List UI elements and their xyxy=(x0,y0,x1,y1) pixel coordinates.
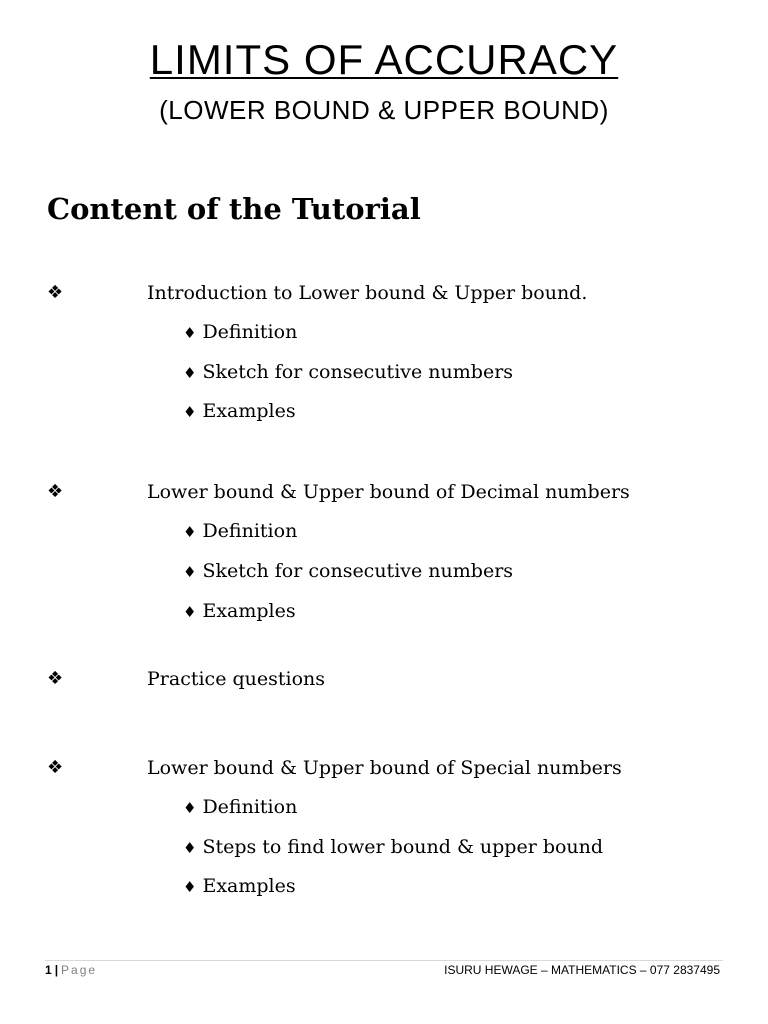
section-text: Practice questions xyxy=(147,668,326,690)
subitem-text: Sketch for consecutive numbers xyxy=(202,361,514,383)
page-label: Page xyxy=(61,963,98,977)
document-subtitle: (LOWER BOUND & UPPER BOUND) xyxy=(159,95,609,125)
subitem-definition xyxy=(183,318,297,346)
subitem-text: Definition xyxy=(202,796,298,818)
subitem-text: Steps to find lower bound & upper bound xyxy=(202,836,604,858)
footer-divider xyxy=(45,960,723,961)
diamond-star-bullet-icon: ❖ xyxy=(47,282,64,303)
diamond-bullet-icon: ♦ xyxy=(183,878,197,896)
diamond-star-bullet-icon: ❖ xyxy=(47,481,64,502)
section-text: Introduction to Lower bound & Upper bound. xyxy=(147,282,588,304)
diamond-star-bullet-icon: ❖ xyxy=(47,668,64,689)
subitem-sketch xyxy=(183,358,513,386)
diamond-bullet-icon: ♦ xyxy=(183,403,197,421)
subitem-sketch xyxy=(183,557,513,585)
section-text: Lower bound & Upper bound of Special numbers xyxy=(147,757,622,779)
subitem-examples xyxy=(183,872,296,900)
content-heading: Content of the Tutorial xyxy=(47,192,421,226)
page-separator: | xyxy=(54,963,59,977)
section-text: Lower bound & Upper bound of Decimal numbers xyxy=(147,481,630,503)
footer-page-indicator xyxy=(45,962,97,978)
footer-author: ISURU HEWAGE – MATHEMATICS – 077 2837495 xyxy=(444,963,720,977)
diamond-bullet-icon: ♦ xyxy=(183,563,197,581)
diamond-bullet-icon: ♦ xyxy=(183,799,197,817)
document-title: LIMITS OF ACCURACY xyxy=(149,36,619,83)
subitem-text: Examples xyxy=(202,875,296,897)
subitem-definition xyxy=(183,793,297,821)
diamond-bullet-icon: ♦ xyxy=(183,603,197,621)
diamond-bullet-icon: ♦ xyxy=(183,324,197,342)
subitem-text: Sketch for consecutive numbers xyxy=(202,560,514,582)
subitem-text: Definition xyxy=(202,520,298,542)
diamond-bullet-icon: ♦ xyxy=(183,364,197,382)
diamond-bullet-icon: ♦ xyxy=(183,523,197,541)
subitem-text: Definition xyxy=(202,321,298,343)
page-number: 1 xyxy=(45,963,52,977)
diamond-star-bullet-icon: ❖ xyxy=(47,757,64,778)
subitem-definition xyxy=(183,517,297,545)
subitem-text: Examples xyxy=(202,600,296,622)
subitem-examples xyxy=(183,597,296,625)
subitem-steps xyxy=(183,833,603,861)
subitem-examples xyxy=(183,397,296,425)
subitem-text: Examples xyxy=(202,400,296,422)
diamond-bullet-icon: ♦ xyxy=(183,839,197,857)
